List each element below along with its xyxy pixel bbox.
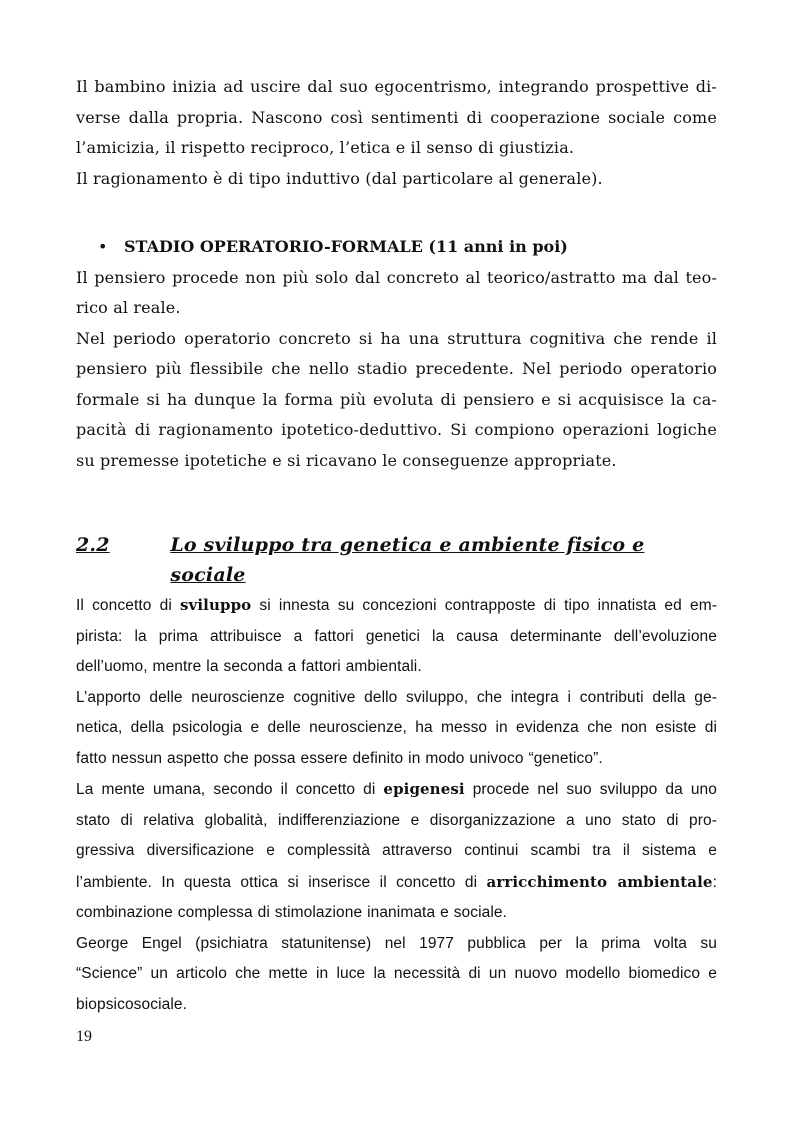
text-line: fatto nessun aspetto che possa essere definito in modo univoco “genetico”.	[76, 749, 603, 767]
text-line: Il bambino inizia ad uscire dal suo egocentrismo, integrando prospettive di-	[76, 77, 717, 96]
text-run: procede nel suo sviluppo da uno	[464, 781, 717, 798]
text-line: dell’uomo, mentre la seconda a fattori ambientali.	[76, 658, 422, 675]
text-run: Il concetto di	[76, 597, 181, 614]
bold-term: sviluppo	[180, 596, 252, 614]
text-line: rico al reale.	[76, 298, 181, 317]
text-line: verse dalla propria. Nascono così sentimenti di cooperazione sociale come	[76, 107, 717, 127]
bullet-icon: •	[98, 237, 108, 256]
paragraph-egocentrismo	[76, 72, 717, 194]
text-line: pensiero più flessibile che nello stadio precedente. Nel periodo operatorio	[76, 359, 717, 378]
page-content	[76, 72, 717, 1020]
paragraph-sviluppo	[76, 590, 717, 1020]
text-line: combinazione complessa di stimolazione inanimata e sociale.	[76, 904, 508, 921]
stadio-title: STADIO OPERATORIO-FORMALE (11 anni in poi)	[124, 237, 568, 256]
text-line	[76, 867, 717, 899]
text-run: si innesta su concezioni contrapposte di tipo innatista ed em-	[251, 597, 717, 614]
text-line: L’apporto delle neuroscienze cognitive dello sviluppo, che integra i contributi della ge-	[76, 688, 717, 706]
section-title: Lo sviluppo tra genetica e ambiente fisico e sociale	[170, 534, 645, 586]
text-line: pacità di ragionamento ipotetico-deduttivo. Si compiono operazioni logiche	[76, 420, 717, 439]
text-line: Nel periodo operatorio concreto si ha una struttura cognitiva che rende il	[76, 328, 717, 348]
text-line: formale si ha dunque la forma più evoluta di pensiero e si acquisisce la ca-	[76, 389, 717, 409]
text-line	[76, 774, 717, 806]
text-line: stato di relativa globalità, indifferenziazione e disorganizzazione a uno stato di pro-	[76, 811, 717, 829]
paragraph-stadio	[76, 263, 717, 477]
text-line: “Science” un articolo che mette in luce la necessità di un nuovo modello biomedico e	[76, 965, 717, 982]
text-line: netica, della psicologia e delle neuroscienze, ha messo in evidenza che non esiste di	[76, 719, 717, 736]
text-run: :	[712, 873, 717, 891]
stadio-heading	[76, 232, 717, 263]
text-line: Il pensiero procede non più solo dal concreto al teorico/astratto ma dal teo-	[76, 267, 717, 287]
text-line: l’amicizia, il rispetto reciproco, l’etica e il senso di giustizia.	[76, 138, 575, 157]
bold-term: arricchimento ambientale	[486, 872, 713, 891]
bold-term: epigenesi	[383, 780, 465, 798]
section-number: 2.2	[76, 534, 110, 556]
text-run: l’ambiente. In questa ottica si inserisce il concetto di	[76, 873, 487, 891]
text-line: pirista: la prima attribuisce a fattori genetici la causa determinante dell’evoluzione	[76, 627, 717, 645]
page-number: 19	[76, 1028, 92, 1045]
text-line	[76, 590, 717, 622]
text-line: biopsicosociale.	[76, 995, 188, 1013]
text-line: George Engel (psichiatra statunitense) nel 1977 pubblica per la prima volta su	[76, 934, 717, 952]
text-line: Il ragionamento è di tipo induttivo (dal particolare al generale).	[76, 168, 603, 188]
section-heading	[76, 530, 717, 590]
text-line: su premesse ipotetiche e si ricavano le conseguenze appropriate.	[76, 450, 617, 470]
text-run: La mente umana, secondo il concetto di	[76, 781, 384, 798]
text-line: gressiva diversificazione e complessità attraverso continui scambi tra il sistema e	[76, 842, 717, 859]
